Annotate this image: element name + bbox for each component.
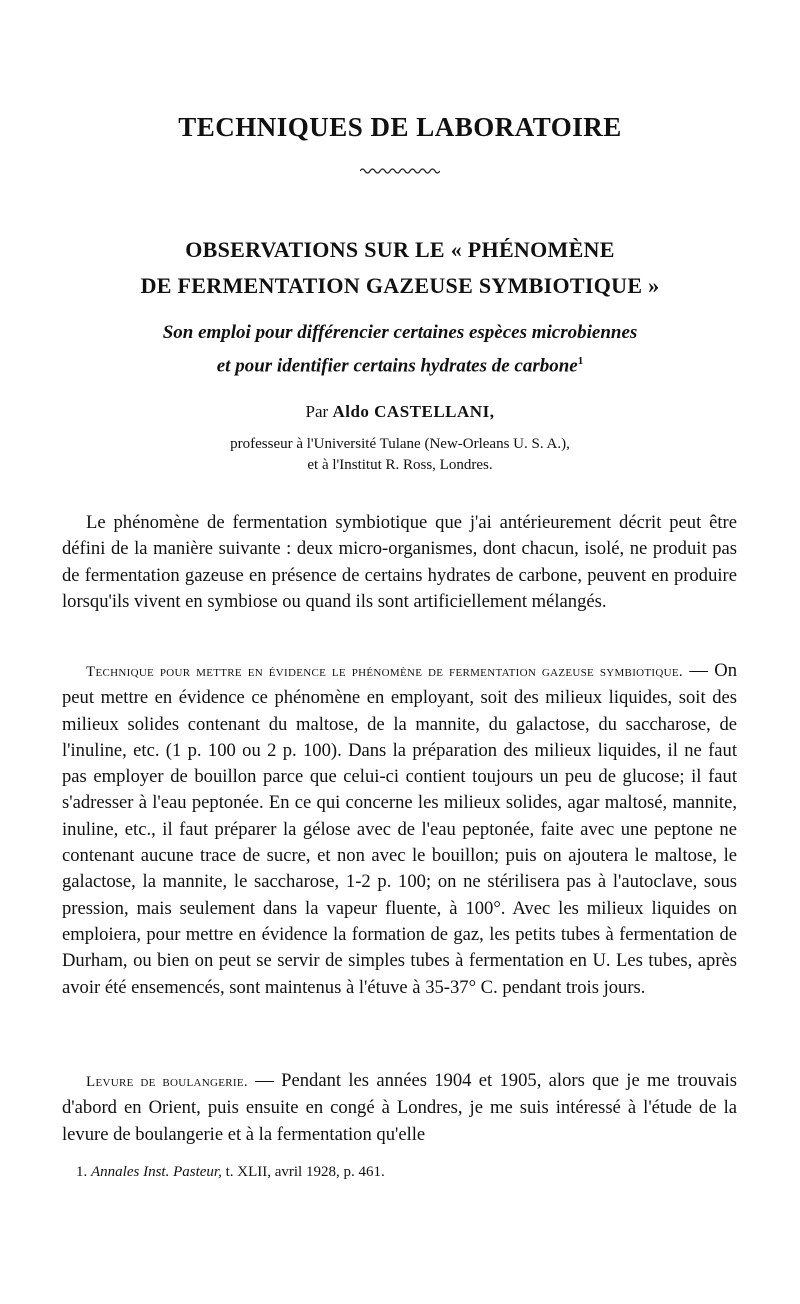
author-name: Aldo CASTELLANI,: [332, 402, 495, 421]
paragraph-technique-text: — On peut mettre en évidence ce phénomène en employant, soit des milieux liquides, soit des milieux solides contenant du maltose, de la mannite, du galactose, du saccharose, de l'inuline, etc. (1 p. 100 ou 2 p. 100). Dans la préparation des milieux liquides, il ne faut pas employer de bouillon parce que celui-ci contient toujours un peu de glucose; il faut s'adresser à l'eau peptonée. En ce qui concerne les milieux solides, agar maltosé, mannite, inuline, etc., il faut préparer la gélose avec de l'eau peptonée, faite avec une peptone ne contenant aucune trace de sucre, et non avec le bouillon; puis on ajoutera le maltose, le galactose, la mannite, le saccharose, 1-2 p. 100; on ne stérilisera pas à l'autoclave, sous pression, mais seulement dans la vapeur fluente, à 100°. Avec les milieux liquides on emploiera, pour mettre en évidence la formation de gaz, les petits tubes à fermentation de Durham, ou bien on peut se servir de simples tubes à fermentation en U. Les tubes, après avoir été ensemencés, sont maintenus à l'étuve à 35-37° C. pendant trois jours.: [62, 660, 738, 998]
affiliation-line2: et à l'Institut R. Ross, Londres.: [307, 457, 493, 473]
article-title-line1: OBSERVATIONS SUR LE « PHÉNOMÈNE: [185, 237, 615, 262]
wavy-divider: [360, 166, 440, 176]
section-title: TECHNIQUES DE LABORATOIRE: [178, 112, 622, 142]
affiliation-line1: professeur à l'Université Tulane (New-Orleans U. S. A.),: [230, 436, 570, 452]
author-line: [0, 402, 800, 422]
footnote-number: 1.: [76, 1164, 88, 1180]
footnote-marker: 1: [577, 355, 584, 367]
subtitle-text: et pour identifier certains hydrates de carbone: [216, 355, 578, 377]
article-subtitle-line2: [0, 355, 800, 377]
paragraph-technique: [62, 658, 737, 1001]
footnote-journal: Annales Inst. Pasteur,: [91, 1164, 222, 1180]
footnote: [76, 1164, 736, 1181]
footnote-reference: t. XLII, avril 1928, p. 461.: [221, 1164, 385, 1180]
paragraph-levure-text: — Pendant les années 1904 et 1905, alors que je me trouvais d'abord en Orient, puis ensuite en congé à Londres, je me suis intéressé à l'étude de la levure de boulangerie et à la fermentation qu'elle: [62, 1070, 737, 1145]
article-subtitle-line1: Son emploi pour différencier certaines espèces microbiennes: [162, 322, 638, 343]
paragraph-levure-heading: Levure de boulangerie.: [86, 1074, 248, 1090]
paragraph-intro: Le phénomène de fermentation symbiotique que j'ai antérieurement décrit peut être défini de la manière suivante : deux micro-organismes, dont chacun, isolé, ne produit pas de fermentation gazeuse en présence de certains hydrates de carbone, peuvent en produire lorsqu'ils vivent en symbiose ou quand ils sont artificiellement mélangés.: [62, 512, 737, 612]
paragraph-levure: [62, 1068, 737, 1148]
author-prefix: Par: [305, 402, 329, 421]
article-title-line2: DE FERMENTATION GAZEUSE SYMBIOTIQUE »: [140, 273, 660, 298]
paragraph-technique-heading: Technique pour mettre en évidence le phénomène de fermentation gazeuse symbiotique.: [86, 664, 683, 680]
